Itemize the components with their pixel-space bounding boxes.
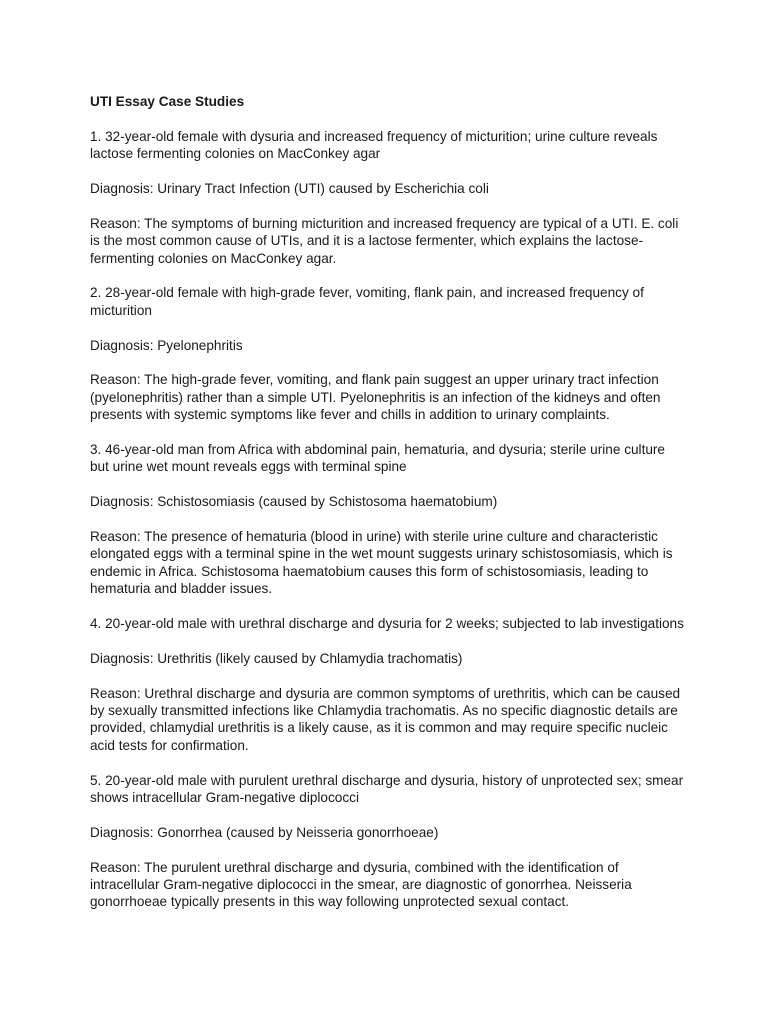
case-2-diagnosis: Diagnosis: Pyelonephritis	[90, 337, 243, 353]
case-3-presentation: 3. 46-year-old man from Africa with abdominal pain, hematuria, and dysuria; sterile urine culture but urine wet mount reveals eggs with terminal spine	[90, 442, 665, 475]
document-page	[90, 93, 685, 928]
document-title: UTI Essay Case Studies	[90, 94, 245, 109]
case-4-diagnosis: Diagnosis: Urethritis (likely caused by Chlamydia trachomatis)	[90, 650, 463, 666]
case-4	[90, 615, 685, 754]
case-5-reason: Reason: The purulent urethral discharge and dysuria, combined with the identification of intracellular Gram-negative diplococci in the smear, are diagnostic of gonorrhea. Neisseria gonorrhoeae typically presents in this way following unprotected sexual contact.	[90, 859, 632, 910]
case-5	[90, 772, 685, 911]
case-3-reason: Reason: The presence of hematuria (blood in urine) with sterile urine culture and characteristic elongated eggs with a terminal spine in the wet mount suggests urinary schistosomiasis, which is endemic in Africa. Schistosoma haematobium causes this form of schistosomiasis, leading to hematuria and bladder issues.	[90, 529, 673, 597]
case-1-presentation: 1. 32-year-old female with dysuria and increased frequency of micturition; urine culture reveals lactose fermenting colonies on MacConkey agar	[90, 128, 658, 162]
case-3-diagnosis: Diagnosis: Schistosomiasis (caused by Schistosoma haematobium)	[90, 494, 498, 510]
case-1-reason: Reason: The symptoms of burning micturition and increased frequency are typical of a UTI. E. coli is the most common cause of UTIs, and it is a lactose fermenter, which explains the lactose-fermenting colonies on MacConkey agar.	[90, 215, 679, 266]
case-1	[90, 128, 685, 267]
case-5-diagnosis: Diagnosis: Gonorrhea (caused by Neisseria gonorrhoeae)	[90, 824, 439, 840]
case-5-presentation: 5. 20-year-old male with purulent urethral discharge and dysuria, history of unprotected sex; smear shows intracellular Gram-negative diplococci	[90, 772, 684, 806]
case-4-presentation: 4. 20-year-old male with urethral discharge and dysuria for 2 weeks; subjected to lab investigations	[90, 616, 684, 632]
case-2-reason: Reason: The high-grade fever, vomiting, and flank pain suggest an upper urinary tract infection (pyelonephritis) rather than a simple UTI. Pyelonephritis is an infection of the kidneys and often presents with systemic symptoms like fever and chills in addition to urinary complaints.	[90, 372, 661, 423]
case-1-diagnosis: Diagnosis: Urinary Tract Infection (UTI) caused by Escherichia coli	[90, 181, 489, 196]
case-2-presentation: 2. 28-year-old female with high-grade fever, vomiting, flank pain, and increased frequency of micturition	[90, 285, 644, 318]
case-3	[90, 441, 685, 598]
case-2	[90, 284, 685, 423]
case-4-reason: Reason: Urethral discharge and dysuria are common symptoms of urethritis, which can be caused by sexually transmitted infections like Chlamydia trachomatis. As no specific diagnostic details are provided, chlamydial urethritis is a likely cause, as it is common and may require specific nucleic acid tests for confirmation.	[90, 685, 681, 753]
